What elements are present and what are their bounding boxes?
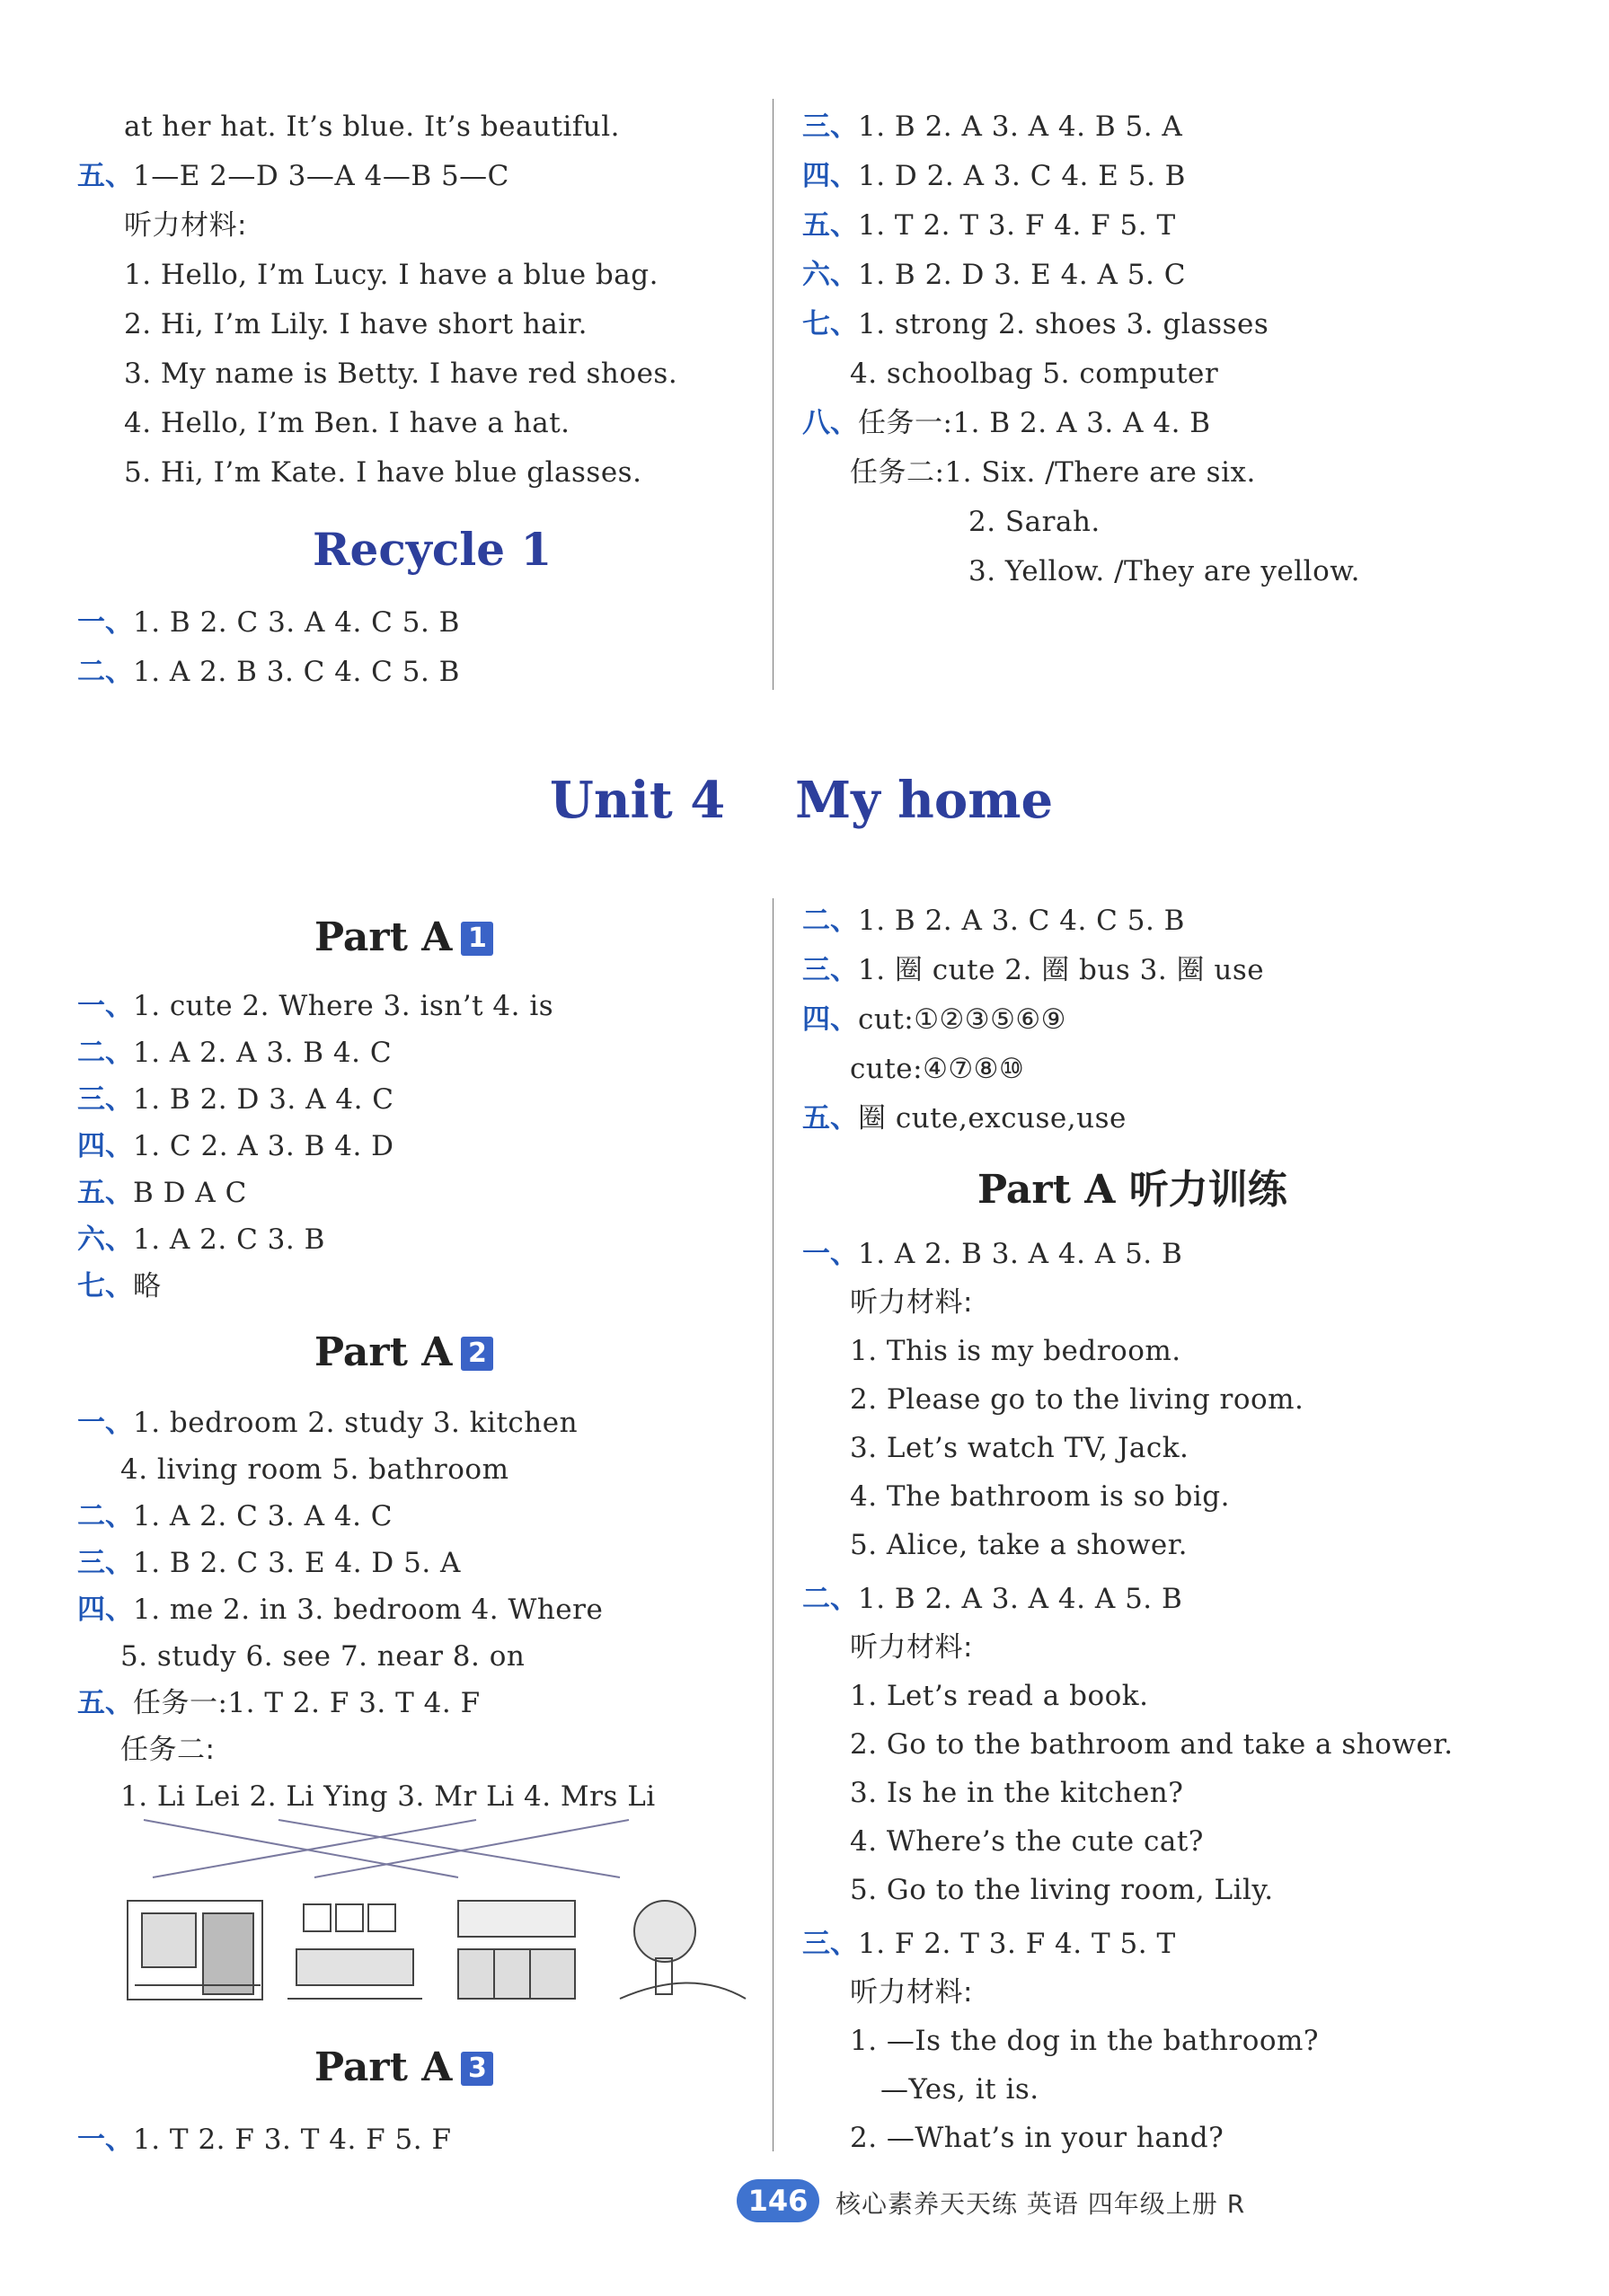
answer-line: [802, 257, 1186, 293]
answer-line: 1. Li Lei 2. Li Ying 3. Mr Li 4. Mrs Li: [120, 1780, 656, 1813]
transcript-line: 3. Let’s watch TV, Jack.: [850, 1432, 1189, 1464]
transcript-line: 5. Hi, I’m Kate. I have blue glasses.: [124, 456, 642, 489]
answer-text: 1. 圈 cute 2. 圈 bus 3. 圈 use: [858, 954, 1265, 986]
answer-text: 1. C 2. A 3. B 4. D: [133, 1130, 394, 1162]
answer-text: 1. T 2. T 3. F 4. F 5. T: [858, 209, 1176, 242]
answer-text: 1. A 2. B 3. C 4. C 5. B: [133, 656, 460, 688]
answer-text: 1—E 2—D 3—A 4—B 5—C: [133, 160, 509, 192]
listening-label: 听力材料:: [850, 1631, 973, 1664]
answer-line: [77, 1685, 481, 1721]
answer-text: 1. A 2. A 3. B 4. C: [133, 1037, 393, 1069]
transcript-line: 1. Hello, I’m Lucy. I have a blue bag.: [124, 259, 659, 291]
answer-line: [77, 1128, 394, 1164]
section-marker: 五、: [77, 1177, 133, 1209]
transcript-line: 2. Go to the bathroom and take a shower.: [850, 1728, 1454, 1761]
answer-line: [77, 1498, 393, 1534]
answer-text: cut:①②③⑤⑥⑨: [858, 1003, 1066, 1036]
answer-text: 1. cute 2. Where 3. isn’t 4. is: [133, 990, 554, 1022]
section-marker: 一、: [77, 990, 133, 1022]
section-marker: 五、: [802, 1102, 858, 1135]
section-marker: 二、: [77, 656, 133, 688]
answer-line: [802, 1926, 1176, 1962]
section-marker: 三、: [77, 1547, 133, 1579]
answer-text: 1. B 2. A 3. A 4. A 5. B: [858, 1583, 1183, 1615]
column-divider: [773, 898, 774, 2151]
answer-line: [802, 903, 1185, 939]
answer-line: [77, 1175, 247, 1211]
section-marker: 六、: [77, 1223, 133, 1256]
section-marker: 四、: [802, 1003, 858, 1036]
section-marker: 五、: [77, 1687, 133, 1719]
answer-line: cute:④⑦⑧⑩: [850, 1053, 1025, 1085]
answer-text: 1. D 2. A 3. C 4. E 5. B: [858, 160, 1186, 192]
transcript-line: 1. Let’s read a book.: [850, 1680, 1149, 1712]
transcript-line: 3. My name is Betty. I have red shoes.: [124, 358, 678, 390]
living-room-picture: [287, 1904, 422, 1999]
listening-label: 听力材料:: [124, 209, 247, 242]
section-marker: 八、: [802, 407, 858, 439]
transcript-line: 4. The bathroom is so big.: [850, 1480, 1230, 1513]
answer-line: 2. Sarah.: [968, 506, 1101, 538]
section-marker: 五、: [77, 160, 133, 192]
section-marker: 三、: [802, 110, 858, 143]
answer-line: [77, 1222, 325, 1258]
answer-text: 略: [133, 1270, 162, 1303]
section-marker: 二、: [77, 1500, 133, 1532]
page-number: 146: [737, 2179, 819, 2222]
section-marker: 一、: [802, 1238, 858, 1270]
section-marker: 四、: [77, 1594, 133, 1626]
answer-line: [77, 158, 509, 194]
answer-line: 4. living room 5. bathroom: [120, 1453, 509, 1486]
transcript-line: 2. Please go to the living room.: [850, 1383, 1304, 1416]
answer-line: 3. Yellow. /They are yellow.: [968, 555, 1360, 587]
section-marker: 七、: [802, 308, 858, 340]
part-title: Part A: [314, 2044, 453, 2090]
section-marker: 一、: [77, 1407, 133, 1439]
section-marker: 二、: [802, 905, 858, 937]
unit-title: Unit 4 My home: [550, 771, 1054, 830]
section-marker: 三、: [802, 1928, 858, 1960]
transcript-line: 1. —Is the dog in the bathroom?: [850, 2025, 1320, 2057]
section-marker: 七、: [77, 1270, 133, 1303]
answer-text: 1. B 2. A 3. A 4. B 5. A: [858, 110, 1183, 143]
listening-label: 听力材料:: [850, 1976, 973, 2009]
kitchen-picture: [458, 1901, 575, 1999]
transcript-line: 4. Hello, I’m Ben. I have a hat.: [124, 407, 570, 439]
answer-line: [77, 1035, 392, 1071]
answer-text: 任务一:1. B 2. A 3. A 4. B: [858, 407, 1211, 439]
answer-line: [802, 306, 1269, 342]
part-number-badge: 1: [461, 922, 493, 956]
answer-line: [802, 1236, 1182, 1272]
section-marker: 四、: [802, 160, 858, 192]
part-number-badge: 2: [461, 1337, 493, 1371]
column-divider: [773, 99, 774, 690]
answer-line: [77, 2122, 451, 2158]
transcript-line: 4. Where’s the cute cat?: [850, 1825, 1204, 1858]
answer-line: [802, 952, 1264, 988]
transcript-line: 5. Go to the living room, Lily.: [850, 1874, 1274, 1906]
answer-line: at her hat. It’s blue. It’s beautiful.: [124, 110, 621, 143]
answer-text: 1. A 2. C 3. A 4. C: [133, 1500, 393, 1532]
part-number-badge: 3: [461, 2052, 493, 2086]
answer-text: 1. strong 2. shoes 3. glasses: [858, 308, 1269, 340]
section-marker: 二、: [77, 1037, 133, 1069]
answer-text: 1. A 2. C 3. B: [133, 1223, 325, 1256]
listening-section-title: Part A 听力训练: [977, 1167, 1287, 1213]
answer-text: B D A C: [133, 1177, 247, 1209]
answer-line: [77, 605, 460, 640]
answer-line: 任务二:1. Six. /There are six.: [850, 456, 1256, 489]
section-marker: 一、: [77, 2124, 133, 2156]
part-heading: [314, 1329, 493, 1375]
footer-book-title: 核心素养天天练 英语 四年级上册 R: [835, 2189, 1246, 2219]
answer-line: 4. schoolbag 5. computer: [850, 358, 1219, 390]
part-title: Part A: [314, 1329, 453, 1375]
section-marker: 六、: [802, 259, 858, 291]
study-room-picture: [128, 1901, 262, 2000]
answer-line: [802, 109, 1182, 145]
section-marker: 三、: [77, 1083, 133, 1116]
answer-text: 1. F 2. T 3. F 4. T 5. T: [858, 1928, 1176, 1960]
section-marker: 五、: [802, 209, 858, 242]
part-title: Part A: [314, 914, 453, 960]
matching-lines: [144, 1820, 629, 1877]
answer-text: 1. B 2. D 3. A 4. C: [133, 1083, 394, 1116]
transcript-line: 5. Alice, take a shower.: [850, 1529, 1189, 1561]
answer-line: 任务二:: [120, 1734, 216, 1766]
answer-text: 1. B 2. D 3. E 4. A 5. C: [858, 259, 1186, 291]
part-heading: [314, 2044, 493, 2090]
answer-text: 1. T 2. F 3. T 4. F 5. F: [133, 2124, 452, 2156]
section-title: Recycle 1: [313, 523, 553, 576]
garden-picture: [620, 1901, 746, 1999]
transcript-line: —Yes, it is.: [880, 2073, 1039, 2106]
answer-line: [77, 1082, 394, 1117]
answer-line: [77, 988, 553, 1024]
answer-text: 1. B 2. C 3. A 4. C 5. B: [133, 606, 460, 639]
answer-line: [77, 1545, 461, 1581]
transcript-line: 2. —What’s in your hand?: [850, 2122, 1224, 2154]
section-marker: 四、: [77, 1130, 133, 1162]
answer-line: 5. study 6. see 7. near 8. on: [120, 1640, 526, 1673]
answer-line: [802, 1581, 1182, 1617]
answer-line: [77, 1268, 162, 1304]
answer-text: 1. me 2. in 3. bedroom 4. Where: [133, 1594, 604, 1626]
answer-line: [802, 405, 1211, 441]
answer-text: 任务一:1. T 2. F 3. T 4. F: [133, 1687, 481, 1719]
section-marker: 一、: [77, 606, 133, 639]
answer-line: [802, 1002, 1066, 1038]
listening-label: 听力材料:: [850, 1286, 973, 1319]
answer-text: 1. B 2. A 3. C 4. C 5. B: [858, 905, 1185, 937]
section-marker: 二、: [802, 1583, 858, 1615]
transcript-line: 2. Hi, I’m Lily. I have short hair.: [124, 308, 588, 340]
answer-text: 1. bedroom 2. study 3. kitchen: [133, 1407, 579, 1439]
answer-text: 圈 cute,excuse,use: [858, 1102, 1127, 1135]
answer-line: [802, 208, 1176, 243]
part-heading: [314, 914, 493, 960]
transcript-line: 1. This is my bedroom.: [850, 1335, 1181, 1367]
answer-line: [77, 1592, 603, 1628]
answer-line: [77, 654, 460, 690]
transcript-line: 3. Is he in the kitchen?: [850, 1777, 1184, 1809]
answer-text: 1. A 2. B 3. A 4. A 5. B: [858, 1238, 1183, 1270]
matching-illustration: [117, 1815, 764, 2012]
answer-line: [77, 1405, 578, 1441]
answer-text: 1. B 2. C 3. E 4. D 5. A: [133, 1547, 461, 1579]
section-marker: 三、: [802, 954, 858, 986]
answer-line: [802, 1100, 1127, 1136]
answer-line: [802, 158, 1186, 194]
